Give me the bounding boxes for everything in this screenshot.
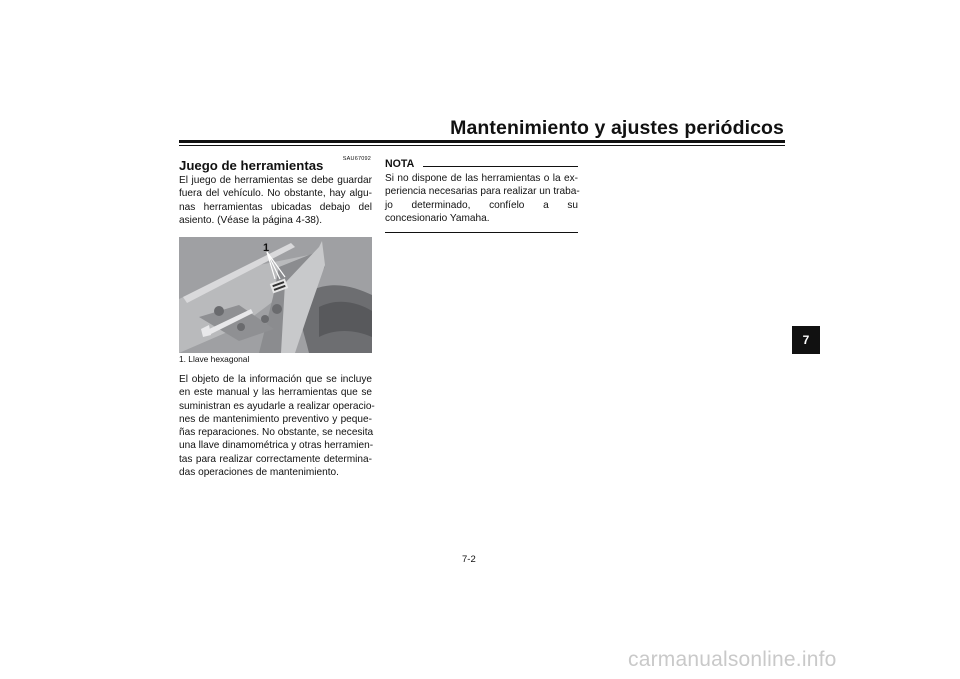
section-title: Juego de herramientas — [179, 158, 324, 173]
text-line: jo determinado, confíelo a su — [385, 199, 578, 211]
text-line: periencia necesarias para realizar un traba- — [385, 186, 580, 198]
page-number: 7-2 — [462, 554, 476, 565]
intro-paragraph — [179, 174, 372, 227]
section-code: SAU67092 — [342, 156, 371, 162]
text-line: tas para realizar correctamente determina- — [179, 453, 372, 465]
tool-storage-figure — [179, 237, 372, 353]
text-line: El juego de herramientas se debe guardar — [179, 175, 372, 186]
text-line: en este manual y las herramientas que se — [179, 387, 372, 399]
header-rule — [179, 140, 785, 143]
note-paragraph — [385, 172, 578, 225]
text-line: una llave dinamométrica y otras herramien- — [179, 440, 374, 452]
page-header-title: Mantenimiento y ajustes periódicos — [450, 117, 784, 139]
text-line: das operaciones de mantenimiento. — [179, 466, 339, 478]
text-line: Si no dispone de las herramientas o la ex- — [385, 173, 578, 184]
chapter-tab: 7 — [792, 326, 820, 354]
body-paragraph — [179, 373, 375, 479]
text-line: asiento. (Véase la página 4-38). — [179, 214, 323, 226]
note-rule-bottom — [385, 232, 578, 233]
watermark: carmanualsonline.info — [628, 648, 837, 671]
text-line: suministran es ayudarle a realizar operacio- — [179, 400, 375, 412]
text-line: El objeto de la información que se incluye — [179, 374, 372, 385]
figure-callout-number: 1 — [263, 242, 270, 254]
seat-underside-illustration — [179, 237, 372, 353]
header-rule-thin — [179, 145, 785, 146]
figure-caption: 1. Llave hexagonal — [179, 354, 250, 364]
note-label: NOTA — [385, 158, 415, 170]
text-line: nes de mantenimiento preventivo y peque- — [179, 413, 372, 425]
text-line: concesionario Yamaha. — [385, 212, 490, 224]
text-line: fuera del vehículo. No obstante, hay algu- — [179, 188, 372, 200]
text-line: ñas reparaciones. No obstante, se necesita — [179, 427, 374, 438]
note-rule-top — [423, 166, 578, 167]
text-line: nas herramientas ubicadas debajo del — [179, 201, 372, 213]
